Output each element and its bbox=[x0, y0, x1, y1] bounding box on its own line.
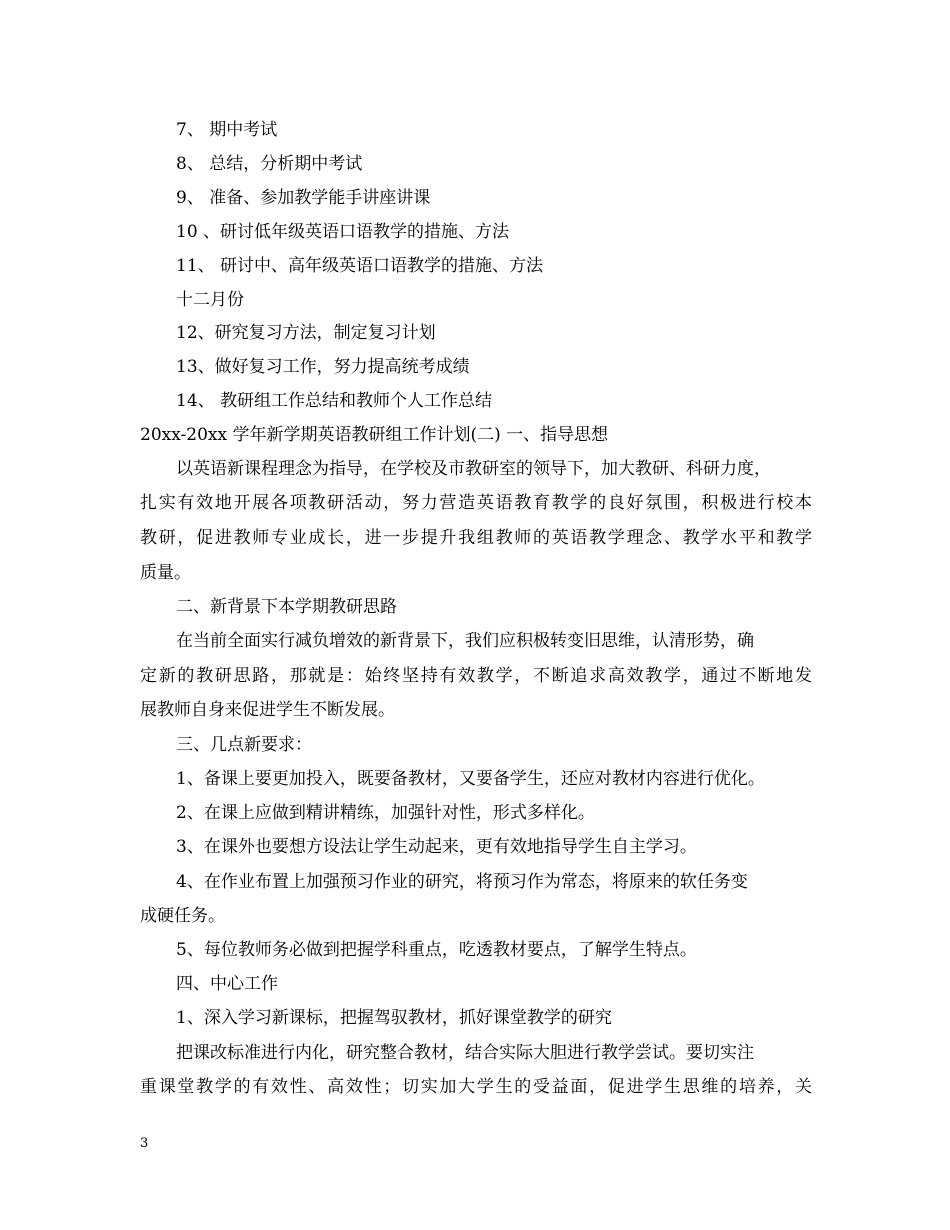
paragraph-line: 重课堂教学的有效性、高效性；切实加大学生的受益面，促进学生思维的培养，关 bbox=[140, 1077, 812, 1097]
section-heading: 三、几点新要求： bbox=[176, 735, 312, 755]
text-line: 7、 期中考试 bbox=[176, 120, 278, 140]
list-item: 2、在课上应做到精讲精练，加强针对性，形式多样化。 bbox=[176, 803, 595, 823]
text-line: 10 、研讨低年级英语口语教学的措施、方法 bbox=[176, 222, 510, 242]
text-line: 11、 研讨中、高年级英语口语教学的措施、方法 bbox=[176, 256, 544, 276]
paragraph-line: 教研，促进教师专业成长，进一步提升我组教师的英语教学理念、教学水平和教学 bbox=[140, 528, 812, 548]
list-item: 5、每位教师务必做到把握学科重点，吃透教材要点，了解学生特点。 bbox=[176, 940, 697, 960]
list-item: 3、在课外也要想方设法让学生动起来，更有效地指导学生自主学习。 bbox=[176, 837, 697, 857]
section-heading-line: 20xx-20xx 学年新学期英语教研组工作计划(二) 一、指导思想 bbox=[140, 425, 609, 445]
paragraph-line: 把课改标准进行内化，研究整合教材，结合实际大胆进行教学尝试。要切实注 bbox=[176, 1043, 754, 1063]
text-line: 13、做好复习工作，努力提高统考成绩 bbox=[176, 357, 470, 377]
paragraph-line: 质量。 bbox=[140, 563, 191, 583]
list-item: 4、在作业布置上加强预习作业的研究，将预习作为常态，将原来的软任务变 bbox=[176, 872, 748, 892]
paragraph-line: 以英语新课程理念为指导，在学校及市教研室的领导下，加大教研、科研力度， bbox=[176, 459, 771, 479]
section-heading: 二、新背景下本学期教研思路 bbox=[176, 597, 397, 617]
paragraph-line: 在当前全面实行减负增效的新背景下，我们应积极转变旧思维，认清形势，确 bbox=[176, 631, 754, 651]
paragraph-line: 扎实有效地开展各项教研活动，努力营造英语教育教学的良好氛围，积极进行校本 bbox=[140, 493, 812, 513]
paragraph-line: 定新的教研思路，那就是：始终坚持有效教学，不断追求高效教学，通过不断地发 bbox=[140, 666, 812, 686]
text-line: 12、研究复习方法，制定复习计划 bbox=[176, 323, 436, 343]
text-line: 9、 准备、参加教学能手讲座讲课 bbox=[176, 188, 431, 208]
paragraph-line: 展教师自身来促进学生不断发展。 bbox=[140, 700, 395, 720]
list-item: 1、备课上要更加投入，既要备教材，又要备学生，还应对教材内容进行优化。 bbox=[176, 769, 765, 789]
page-number: 3 bbox=[140, 1136, 149, 1151]
section-heading: 四、中心工作 bbox=[176, 974, 278, 994]
text-line: 14、 教研组工作总结和教师个人工作总结 bbox=[176, 391, 493, 411]
text-line: 十二月份 bbox=[176, 290, 244, 310]
text-line: 8、 总结，分析期中考试 bbox=[176, 154, 363, 174]
subsection-heading: 1、深入学习新课标，把握驾驭教材，抓好课堂教学的研究 bbox=[176, 1008, 612, 1028]
list-item-continuation: 成硬任务。 bbox=[140, 906, 225, 926]
